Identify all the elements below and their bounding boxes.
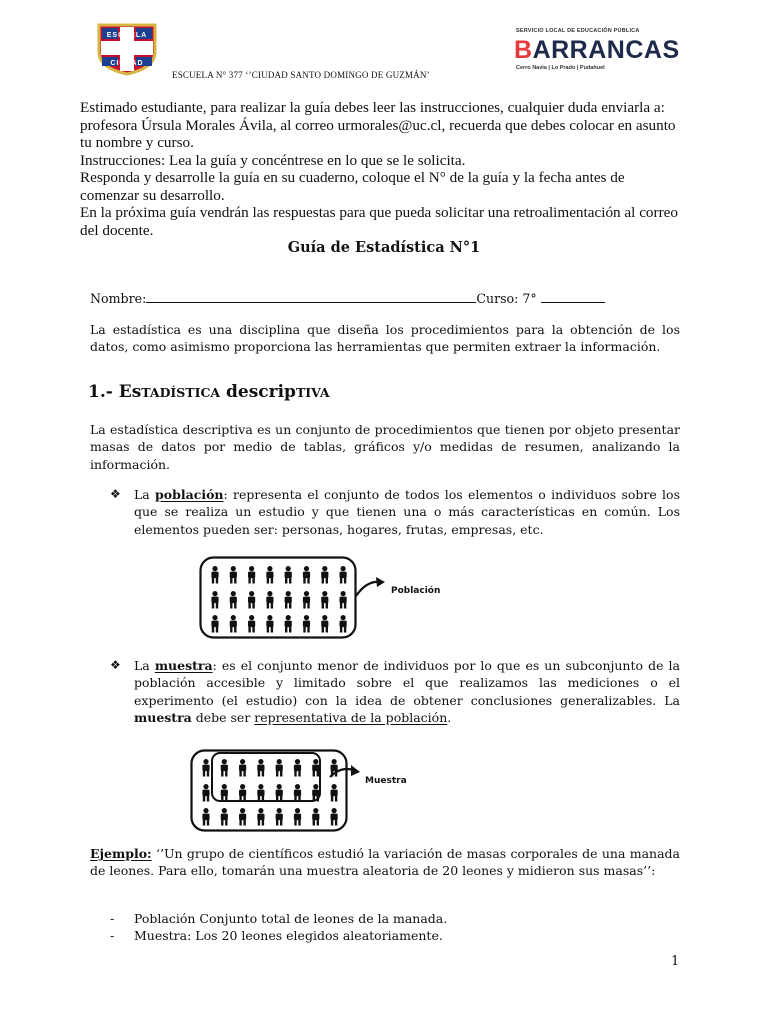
person-icon: [211, 566, 218, 584]
sample-frame: [212, 753, 320, 801]
person-icon: [248, 566, 255, 584]
page-title: Guía de Estadística N°1: [287, 239, 481, 256]
person-icon: [202, 808, 209, 826]
person-icon: [340, 615, 347, 633]
bullet-pre: La: [134, 487, 150, 502]
person-icon: [230, 615, 237, 633]
person-icon: [294, 808, 301, 826]
person-icon: [202, 759, 209, 777]
group-frame: [201, 558, 356, 638]
sample-figure: [190, 749, 450, 835]
list-dash: -: [110, 928, 115, 944]
example-paragraph: [90, 845, 680, 880]
person-icon: [294, 784, 301, 802]
logo-rest: ARRANCAS: [532, 36, 680, 64]
intro-line: Estimado estudiante, para realizar la guía debes leer las instrucciones, cualquier duda enviarla a:: [80, 99, 665, 116]
logo-initial: B: [514, 36, 533, 64]
arrow-icon: [356, 577, 385, 596]
person-icon: [303, 566, 310, 584]
person-icon: [239, 808, 246, 826]
section-heading: [88, 382, 330, 402]
person-icon: [211, 615, 218, 633]
person-icon: [303, 591, 310, 609]
intro-line: profesora Úrsula Morales Ávila, al correo urmorales@uc.cl, recuerda que debes colocar en asunto: [80, 116, 676, 134]
bullet-poblacion: [110, 486, 720, 538]
intro-line: del docente.: [80, 221, 154, 239]
school-name: ESCUELA N° 377 ‘’CIUDAD SANTO DOMINGO DE GUZMÁN’: [172, 70, 430, 80]
section-title-part: Es: [118, 382, 142, 402]
descriptive-paragraph: La estadística descriptiva es un conjunto de procedimientos que tienen por objeto presentar masas de datos por medio de tablas, gráficos y/o medidas de resumen, analizando la información.: [90, 422, 680, 472]
person-icon: [321, 566, 328, 584]
person-icon: [312, 759, 319, 777]
person-icon: [202, 784, 209, 802]
person-icon: [221, 784, 228, 802]
crest-text-top: ESCUELA: [106, 32, 148, 39]
person-icon: [266, 566, 273, 584]
example-text: ‘’Un grupo de científicos estudió la variación de masas corporales de una manada de leones. Para ello, tomarán una muestra aleatoria de 20 leones y midieron sus masas’’:: [90, 846, 680, 879]
person-icon: [312, 808, 319, 826]
page-number: 1: [671, 954, 680, 969]
list-item-text: Muestra: Los 20 leones elegidos aleatoriamente.: [134, 928, 443, 944]
person-icon: [239, 784, 246, 802]
person-icon: [340, 591, 347, 609]
person-icon: [285, 615, 292, 633]
person-icon: [266, 591, 273, 609]
person-icon: [285, 566, 292, 584]
bullet-muestra: [110, 657, 720, 726]
example-list: [110, 910, 447, 945]
diamond-bullet-icon: ❖: [110, 487, 121, 501]
example-label: Ejemplo:: [90, 846, 152, 861]
person-icon: [331, 784, 338, 802]
course-field[interactable]: [541, 289, 605, 303]
list-item: [110, 927, 447, 944]
section-title-part: TIVA: [295, 385, 330, 400]
person-icon: [312, 784, 319, 802]
person-icon: [221, 759, 228, 777]
list-dash: -: [110, 911, 115, 926]
course-label: Curso: 7°: [476, 291, 537, 306]
underlined-phrase: representativa de la población: [254, 709, 448, 725]
intro-line: En la próxima guía vendrán las respuestas para que pueda solicitar una retroalimentación al correo: [80, 204, 678, 221]
person-icon: [230, 566, 237, 584]
person-icon: [340, 566, 347, 584]
section-title-part: TADÍSTICA: [141, 385, 221, 400]
person-icon: [257, 784, 264, 802]
population-figure-label: Población: [391, 586, 441, 596]
person-icon: [321, 615, 328, 633]
person-icon: [285, 591, 292, 609]
person-icon: [331, 808, 338, 826]
student-info-line: [90, 289, 605, 306]
intro-line: Instrucciones: Lea la guía y concéntrese en lo que se le solicita.: [80, 151, 466, 169]
diamond-bullet-icon: ❖: [110, 658, 121, 672]
list-item-text: Población Conjunto total de leones de la manada.: [134, 911, 448, 926]
school-crest: [96, 22, 158, 76]
term-muestra-bold: muestra: [134, 709, 192, 725]
person-icon: [321, 591, 328, 609]
section-number: 1.-: [88, 382, 113, 402]
logo-caption: SERVICIO LOCAL DE EDUCACIÓN PÚBLICA: [516, 28, 640, 34]
intro-block: [80, 99, 730, 239]
person-icon: [257, 759, 264, 777]
intro-line: Responda y desarrolle la guía en su cuaderno, coloque el N° de la guía y la fecha antes de: [80, 169, 625, 186]
intro-line: tu nombre y curso.: [80, 134, 194, 151]
list-item: [110, 910, 447, 927]
bullet-text: [134, 657, 680, 726]
person-icon: [239, 759, 246, 777]
person-icon: [230, 591, 237, 609]
logo-wordmark: [514, 36, 680, 64]
term-muestra: muestra: [154, 658, 213, 673]
section-title-part: descrip: [226, 382, 296, 402]
person-icon: [276, 759, 283, 777]
name-label: Nombre:: [90, 291, 147, 306]
bullet-body: : es el conjunto menor de individuos por lo que es un subconjunto de la población accesible y limitado sobre el que realizamos las mediciones o el experimento (el estudio) con la idea de obtener conclusiones generalizables. La: [134, 658, 680, 708]
person-icon: [303, 615, 310, 633]
definition-paragraph: La estadística es una disciplina que diseña los procedimientos para la obtención de los datos, como asimismo proporciona las herramientas que permiten extraer la información.: [90, 322, 680, 355]
bullet-end: .: [447, 709, 452, 725]
bullet-body: debe ser: [195, 709, 251, 725]
person-icon: [248, 591, 255, 609]
person-icon: [294, 759, 301, 777]
group-frame: [192, 751, 347, 831]
person-icon: [221, 808, 228, 826]
person-icon: [276, 784, 283, 802]
name-field[interactable]: [146, 289, 476, 303]
term-poblacion: población: [155, 487, 224, 502]
population-figure: [199, 556, 459, 642]
person-icon: [248, 615, 255, 633]
bullet-body: : representa el conjunto de todos los elementos o individuos sobre los que se realiza un estudio y que tienen una o más características en común. Los elementos pueden ser: personas, hogares, frutas, empresas, etc.: [134, 487, 680, 537]
bullet-text: [134, 486, 680, 538]
crest-text-bottom: CIUDAD: [110, 60, 144, 67]
bullet-pre: La: [134, 658, 150, 673]
intro-line: comenzar su desarrollo.: [80, 186, 225, 204]
person-icon: [276, 808, 283, 826]
sample-figure-label: Muestra: [365, 776, 407, 786]
logo-subtitle: Cerro Navia | Lo Prado | Pudahuel: [516, 65, 605, 71]
person-icon: [266, 615, 273, 633]
person-icon: [257, 808, 264, 826]
person-icon: [211, 591, 218, 609]
